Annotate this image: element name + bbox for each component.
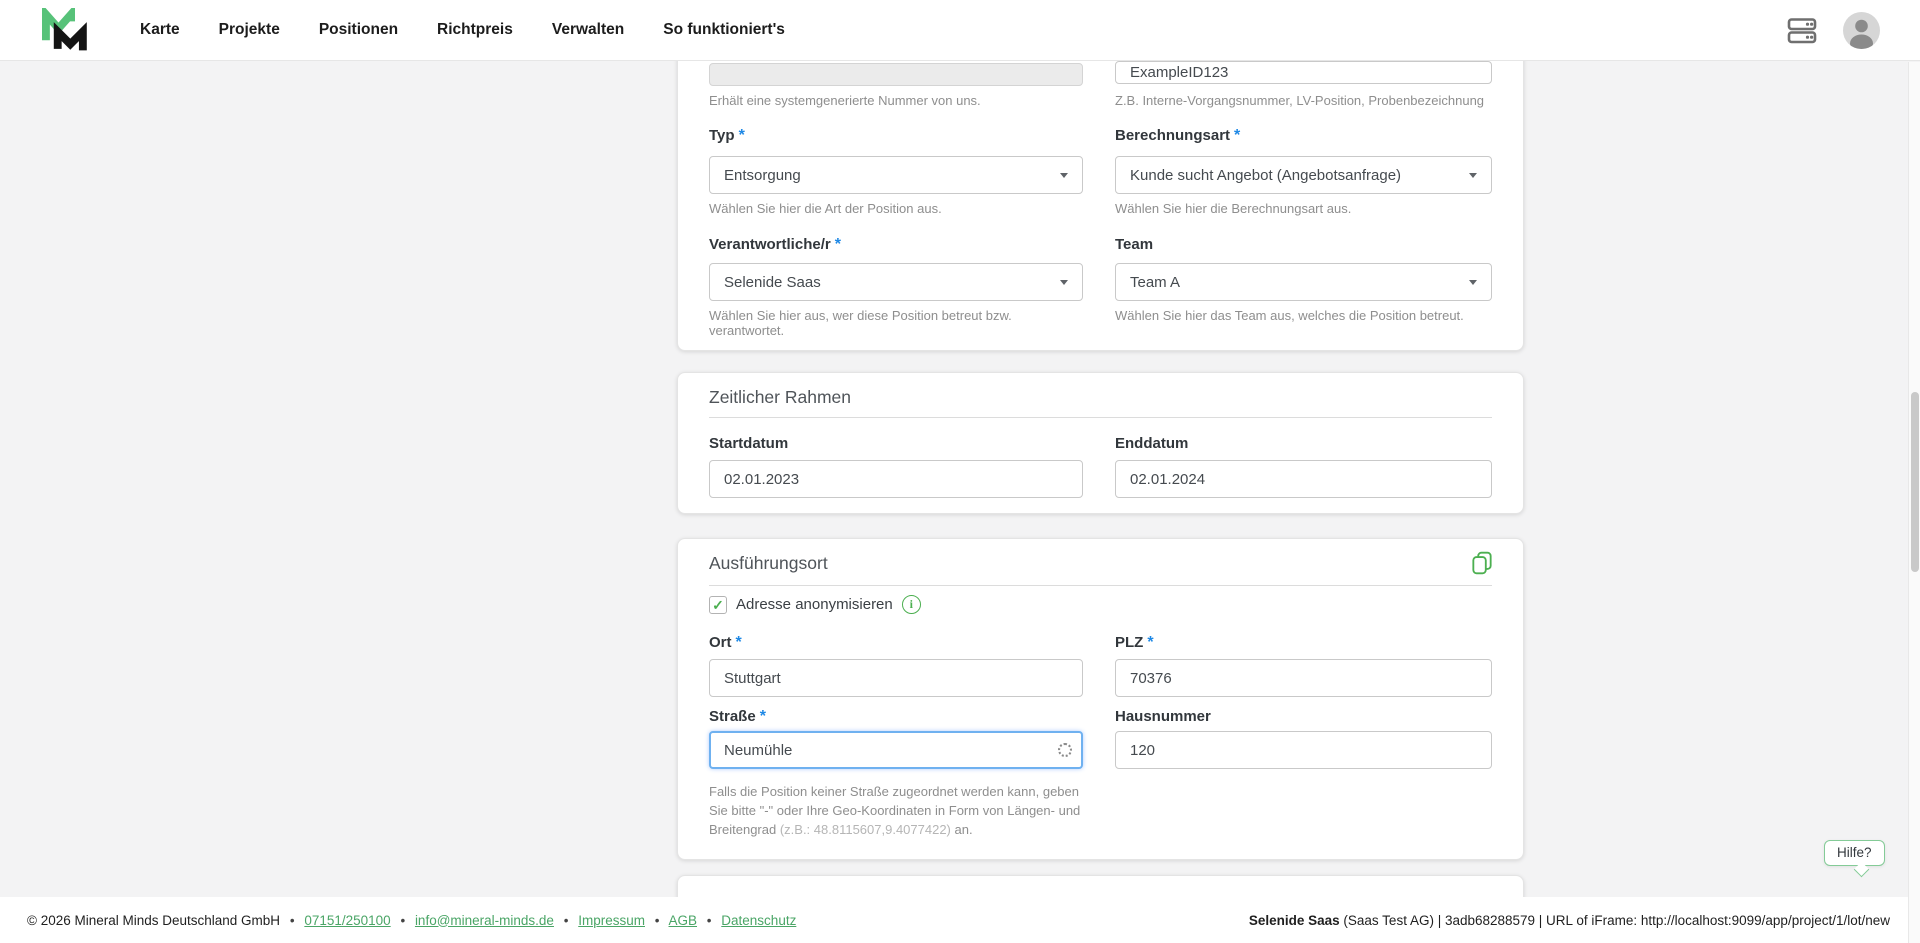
footer <box>0 897 1920 943</box>
team-select[interactable] <box>1115 263 1492 301</box>
card-ausfuehrungsort <box>677 538 1524 860</box>
berechnungsart-select[interactable] <box>1115 156 1492 194</box>
typ-select[interactable] <box>709 156 1083 194</box>
verantwortliche-select[interactable] <box>709 263 1083 301</box>
plz-input[interactable] <box>1115 659 1492 697</box>
ort-input[interactable] <box>709 659 1083 697</box>
footer-link-email[interactable]: info@mineral-minds.de <box>414 912 554 928</box>
berechnungsart-label: Berechnungsart * <box>1115 127 1241 144</box>
top-navbar <box>0 0 1920 61</box>
externe-id-helper: Z.B. Interne-Vorgangsnummer, LV-Position, Probenbezeichnung <box>1115 93 1485 108</box>
footer-session-info <box>1249 913 1890 928</box>
enddatum-label: Enddatum <box>1115 435 1189 452</box>
footer-separator: • <box>706 912 712 928</box>
berechnungsart-helper: Wählen Sie hier die Berechnungsart aus. <box>1115 201 1352 216</box>
hausnummer-label: Hausnummer <box>1115 708 1211 725</box>
section-title-ausfuehrungsort: Ausführungsort <box>709 553 828 573</box>
copy-icon[interactable] <box>1469 550 1495 576</box>
verantwortliche-helper: Wählen Sie hier aus, wer diese Position betreut bzw. verantwortet. <box>709 308 1012 338</box>
team-select-value: Team A <box>1130 273 1181 291</box>
footer-separator: • <box>654 912 660 928</box>
footer-separator: • <box>400 912 406 928</box>
typ-select-value: Entsorgung <box>724 166 801 184</box>
footer-link-agb[interactable]: AGB <box>668 912 698 928</box>
help-button[interactable]: Hilfe? <box>1824 840 1885 866</box>
team-helper: Wählen Sie hier das Team aus, welches die Position betreut. <box>1115 308 1464 323</box>
adresse-anonymisieren-checkbox[interactable] <box>709 596 727 614</box>
nav-item-richtpreis[interactable]: Richtpreis <box>437 21 513 38</box>
typ-helper: Wählen Sie hier die Art der Position aus. <box>709 201 942 216</box>
user-avatar[interactable] <box>1843 12 1880 49</box>
session-details: (Saas Test AG) | 3adb68288579 | URL of iFrame: http://localhost:9099/app/project/1/lot/new <box>1339 912 1890 928</box>
enddatum-input[interactable] <box>1115 460 1492 498</box>
adresse-anonymisieren-row <box>709 595 921 614</box>
team-label: Team <box>1115 236 1154 253</box>
ort-label: Ort * <box>709 634 742 651</box>
nav-item-projekte[interactable]: Projekte <box>218 21 280 38</box>
systemnummer-field <box>709 63 1083 86</box>
strasse-label: Straße * <box>709 708 766 725</box>
hausnummer-input[interactable] <box>1115 731 1492 769</box>
main-menu <box>140 21 785 39</box>
card-basisdaten <box>677 50 1524 351</box>
strasse-helper: Falls die Position keiner Straße zugeordnet werden kann, geben Sie bitte "-" oder Ihre Geo-Koordinaten in Form von Längen- und Breitengrad (z.B.: 48.8115607,9.4077422) an. <box>709 784 1081 838</box>
strasse-field-wrap <box>709 731 1083 769</box>
chevron-down-icon <box>1469 280 1477 285</box>
footer-link-phone[interactable]: 07151/250100 <box>304 912 391 928</box>
mineral-minds-logo[interactable] <box>40 7 90 53</box>
footer-link-impressum[interactable]: Impressum <box>578 912 645 928</box>
section-divider <box>709 417 1492 418</box>
berechnungsart-select-value: Kunde sucht Angebot (Angebotsanfrage) <box>1130 166 1402 184</box>
externe-id-field[interactable] <box>1115 61 1492 84</box>
nav-item-positionen[interactable]: Positionen <box>318 21 399 38</box>
footer-copyright: © 2026 Mineral Minds Deutschland GmbH <box>27 912 281 928</box>
loading-spinner-icon <box>1058 743 1072 757</box>
footer-separator: • <box>563 912 569 928</box>
nav-item-so-funktionierts[interactable]: So funktioniert's <box>663 21 785 38</box>
logo-mark-icon <box>40 8 88 52</box>
card-zeitlicher-rahmen <box>677 372 1524 514</box>
chevron-down-icon <box>1060 173 1068 178</box>
person-icon <box>1843 12 1880 49</box>
chevron-down-icon <box>1060 280 1068 285</box>
verantwortliche-label: Verantwortliche/r * <box>709 236 841 253</box>
startdatum-label: Startdatum <box>709 435 789 452</box>
section-title-zeitlicher-rahmen: Zeitlicher Rahmen <box>709 387 851 407</box>
footer-separator: • <box>289 912 295 928</box>
strasse-input[interactable] <box>709 731 1083 769</box>
nav-item-karte[interactable]: Karte <box>140 21 180 38</box>
chevron-down-icon <box>1469 173 1477 178</box>
nav-item-verwalten[interactable]: Verwalten <box>551 21 625 38</box>
typ-label: Typ * <box>709 127 745 144</box>
adresse-anonymisieren-label: Adresse anonymisieren <box>736 596 893 613</box>
systemnummer-helper: Erhält eine systemgenerierte Nummer von uns. <box>709 93 981 108</box>
scrollbar-thumb[interactable] <box>1911 392 1919 572</box>
verantwortliche-select-value: Selenide Saas <box>724 273 821 291</box>
plz-label: PLZ * <box>1115 634 1154 651</box>
startdatum-input[interactable] <box>709 460 1083 498</box>
footer-link-datenschutz[interactable]: Datenschutz <box>721 912 797 928</box>
footer-legal <box>27 913 796 928</box>
vertical-scrollbar[interactable] <box>1908 62 1920 943</box>
session-user: Selenide Saas <box>1248 912 1340 928</box>
info-icon[interactable] <box>902 595 921 614</box>
section-divider <box>709 585 1492 586</box>
server-icon[interactable] <box>1787 16 1817 45</box>
